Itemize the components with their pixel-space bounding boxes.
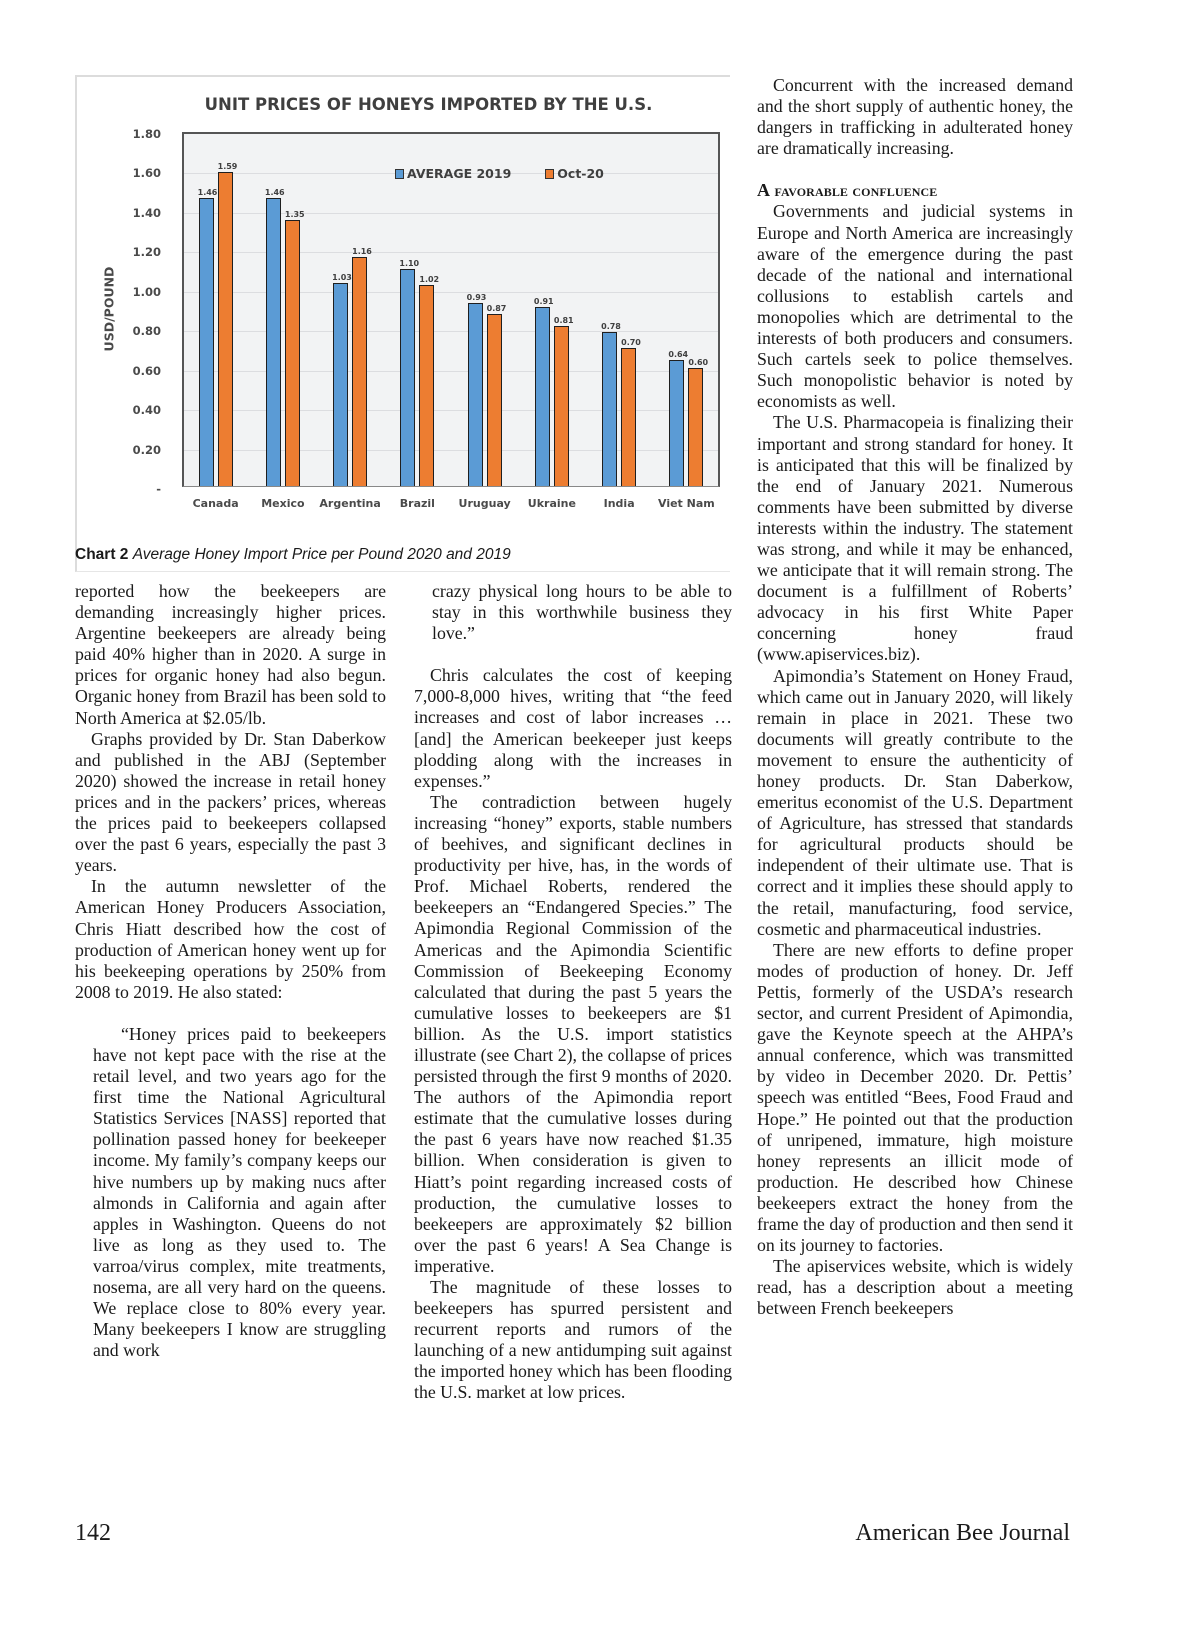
gridline	[184, 252, 718, 253]
bar-average-2019	[468, 303, 483, 486]
gridline	[184, 371, 718, 372]
paragraph: The U.S. Pharmacopeia is finalizing their important and strong standard for honey. It is anticipated that this will be finalized by the end of January 2021. Numerous comments have been submitted by diverse interests within the industry. The statement was strong, and while it may be enhanced, we anticipate that it will remain strong. The document is a fulfillment of Roberts’ advocacy in his first White Paper concerning honey fraud (www.apiservices.biz).	[757, 412, 1073, 665]
paragraph: Apimondia’s Statement on Honey Fraud, which came out in January 2020, will likely remain in place in 2021. These two documents will greatly contribute to the movement to ensure the authenticity of honey products. Dr. Stan Daberkow, emeritus economist of the U.S. Department of Agriculture, has stressed that standards for agricultural products should be independent of their ultimate use. That is correct and it implies these should apply to the retail, manufacturing, food service, cosmetic and pharmaceutical industries.	[757, 665, 1073, 939]
paragraph: Graphs provided by Dr. Stan Daberkow and published in the ABJ (September 2020) showed the increase in retail honey prices and in the packers’ prices, whereas the prices paid to beekeepers collapsed over the past 6 years, especially the past 3 years.	[75, 728, 386, 876]
y-tick-label: 1.00	[132, 284, 161, 299]
y-tick-label: 1.40	[132, 205, 161, 220]
y-tick-label: 1.60	[132, 166, 161, 181]
y-tick-label: 0.20	[132, 442, 161, 457]
legend-swatch-icon	[545, 169, 554, 179]
chart-legend	[395, 166, 604, 181]
legend-item	[545, 166, 604, 181]
paragraph: The apiservices website, which is widely read, has a description about a meeting between French beekeepers	[757, 1256, 1073, 1319]
x-tick-label: Brazil	[399, 497, 435, 510]
y-tick-label: 0.40	[132, 403, 161, 418]
paragraph: Chris calculates the cost of keeping 7,000-8,000 hives, writing that “the feed increases and cost of labor increases … [and] the American beekeeper just keeps plodding along with the increases in expenses.”	[414, 665, 732, 791]
bar-average-2019	[400, 269, 415, 486]
gridline	[184, 450, 718, 451]
paragraph: Governments and judicial systems in Europe and North America are increasingly aware of the emergence during the past decade of the national and international collusions to establish cartels and monopolies which are detrimental to the interests of both producers and consumers. Such cartels seek to police themselves. Such monopolistic behavior is noted by economists as well.	[757, 201, 1073, 412]
x-tick-label: Viet Nam	[658, 497, 715, 510]
x-tick-label: Mexico	[261, 497, 305, 510]
data-label: 1.35	[284, 209, 305, 219]
y-tick-label: -	[156, 482, 161, 496]
bar-oct-20	[621, 348, 636, 486]
bar-oct-20	[688, 368, 703, 486]
data-label: 1.10	[399, 259, 420, 269]
x-tick-label: Ukraine	[527, 497, 576, 510]
paragraph: Concurrent with the increased demand and the short supply of authentic honey, the dangers in trafficking in adulterated honey are dramatically increasing.	[757, 75, 1073, 159]
data-label: 1.03	[332, 272, 352, 282]
bar-oct-20	[554, 326, 569, 486]
paragraph: The contradiction between hugely increasing “honey” exports, stable numbers of beehives, and significant declines in productivity per hive, has, in the words of Prof. Michael Roberts, rendered the beekeepers an “Endangered Species.” The Apimondia Regional Commission of the Americas and the Apimondia Scientific Commission of Beekeeping Economy calculated that during the past 5 years the cumulative losses to beekeepers are $1 billion. As the U.S. import statistics illustrate (see Chart 2), the collapse of prices persisted through the first 9 months of 2020. The authors of the Apimondia report estimate that the cumulative losses during the past 6 years have now reached $1.35 billion. When consideration is given to Hiatt’s point regarding increased costs of production, the cumulative losses to beekeepers are approximately $2 billion over the past 6 years! A Sea Change is imperative.	[414, 791, 732, 1276]
legend-label: AVERAGE 2019	[407, 166, 512, 181]
y-tick-label: 1.20	[132, 245, 161, 260]
data-label: 0.64	[668, 349, 689, 359]
bar-oct-20	[218, 172, 233, 486]
chart-title: UNIT PRICES OF HONEYS IMPORTED BY THE U.S.	[204, 95, 653, 114]
data-label: 0.93	[466, 292, 487, 302]
bar-average-2019	[266, 198, 281, 486]
data-label: 0.70	[621, 337, 641, 347]
data-label: 0.81	[553, 316, 574, 326]
x-tick-label: Canada	[192, 497, 239, 510]
bar-average-2019	[602, 332, 617, 486]
legend-item	[395, 166, 511, 181]
text-column-1	[75, 581, 386, 1361]
chart-caption	[75, 546, 511, 564]
x-tick-label: India	[603, 497, 635, 510]
block-quote-continued	[414, 581, 732, 644]
data-label: 0.78	[601, 322, 621, 332]
quote-text: crazy physical long hours to be able to stay in this worthwhile business they love.”	[432, 581, 732, 644]
bar-average-2019	[199, 198, 214, 486]
bar-average-2019	[669, 360, 684, 486]
bar-average-2019	[333, 283, 348, 486]
paragraph: In the autumn newsletter of the American Honey Producers Association, Chris Hiatt described how the cost of production of American honey went up for his beekeeping operations by 250% from 2008 to 2019. He also stated:	[75, 876, 386, 1002]
y-tick-label: 0.80	[132, 324, 161, 339]
quote-text: “Honey prices paid to beekeepers have not kept pace with the rise at the retail level, and two years ago for the first time the National Agricultural Statistics Services [NASS] reported that pollination passed honey for beekeeper income. My family’s company keeps our hive numbers up by making nucs after almonds in California and again after apples in Washington. Queens do not live as long as they used to. The varroa/virus complex, mite treatments, nosema, are all very hard on the queens. We replace close to 80% every year. Many beekeepers I know are struggling and work	[93, 1023, 386, 1361]
legend-label: Oct-20	[557, 166, 604, 181]
gridline	[184, 331, 718, 332]
x-tick-label: Argentina	[319, 497, 381, 510]
gridline	[184, 410, 718, 411]
paragraph: reported how the beekeepers are demanding increasingly higher prices. Argentine beekeepers are already being paid 40% higher than in 2020. A surge in prices for organic honey had also begun. Organic honey from Brazil has been sold to North America at $2.05/lb.	[75, 581, 386, 728]
journal-name: American Bee Journal	[855, 1520, 1070, 1546]
section-heading: A favorable confluence	[757, 180, 938, 201]
paragraph: There are new efforts to define proper modes of production of honey. Dr. Jeff Pettis, formerly of the USDA’s research sector, and current President of Apimondia, gave the Keynote speech at the AHPA’s annual conference, which was transmitted by video in December 2020. Dr. Pettis’ speech was entitled “Bees, Food Fraud and Hope.” He pointed out that the production of unripened, immature, high moisture honey represents an illicit mode of production. He described how Chinese beekeepers extract the honey from the frame the day of production and then send it on its journey to factories.	[757, 939, 1073, 1256]
block-quote	[75, 1024, 386, 1362]
bar-oct-20	[419, 285, 434, 486]
data-label: 1.59	[217, 162, 238, 172]
bar-average-2019	[535, 307, 550, 486]
text-column-3	[757, 75, 1073, 1319]
y-tick-label: 0.60	[132, 363, 161, 378]
bar-oct-20	[352, 257, 367, 486]
y-tick-label: 1.80	[132, 127, 161, 141]
plot-area	[182, 132, 720, 487]
gridline	[184, 292, 718, 293]
y-axis-label: USD/POUND	[101, 266, 117, 352]
paragraph: The magnitude of these losses to beekeepers has spurred persistent and recurrent reports and rumors of the launching of a new antidumping suit against the imported honey which has been flooding the U.S. market at low prices.	[414, 1277, 732, 1403]
page-number: 142	[75, 1520, 111, 1546]
bar-oct-20	[487, 314, 502, 486]
chart-figure	[75, 75, 730, 572]
legend-swatch-icon	[395, 169, 404, 179]
data-label: 1.16	[352, 247, 372, 257]
data-label: 0.87	[486, 304, 507, 314]
data-label: 1.46	[264, 188, 285, 198]
gridline	[184, 213, 718, 214]
text-column-2	[414, 581, 732, 1404]
data-label: 1.02	[419, 274, 440, 284]
data-label: 0.91	[533, 296, 554, 306]
data-label: 1.46	[197, 188, 218, 198]
x-tick-label: Uruguay	[458, 497, 511, 510]
bar-oct-20	[285, 220, 300, 486]
caption-label: Chart 2	[75, 546, 129, 563]
data-label: 0.60	[688, 357, 709, 367]
caption-text: Average Honey Import Price per Pound 2020 and 2019	[132, 546, 511, 563]
